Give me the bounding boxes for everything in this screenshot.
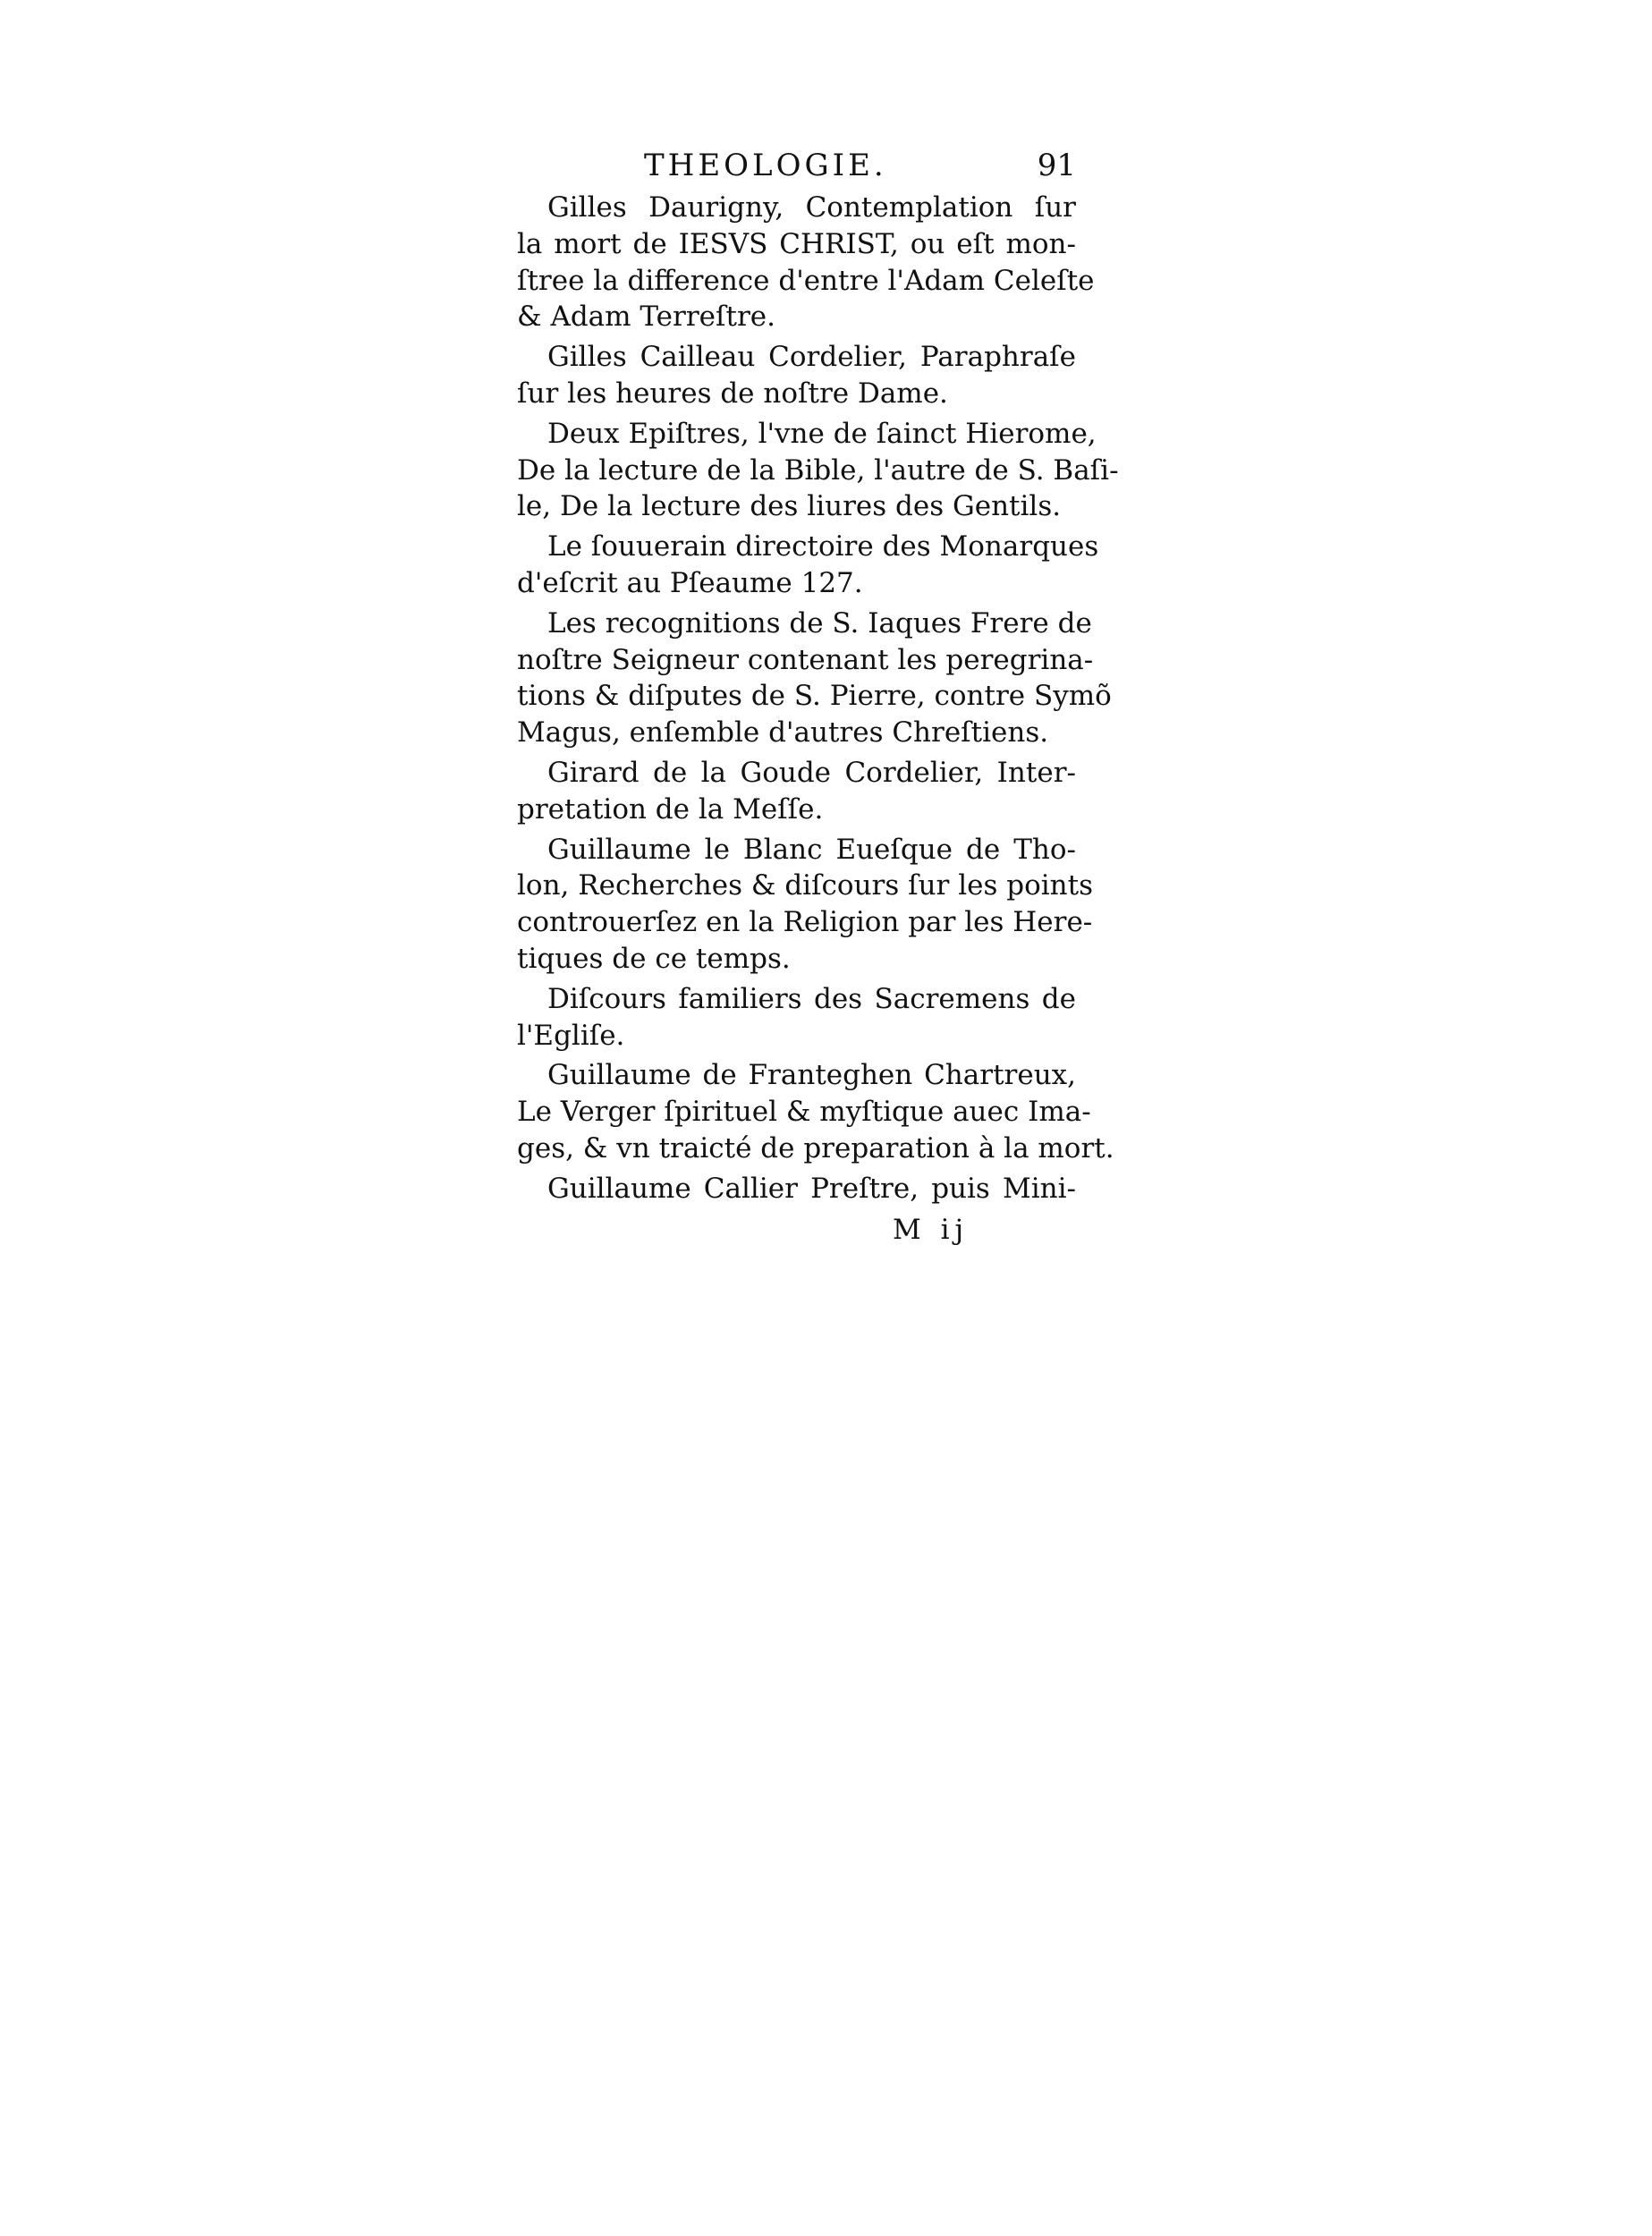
- catalog-entry: [517, 755, 1076, 828]
- entry-line: pretation de la Meſſe.: [517, 792, 824, 826]
- entry-line: Les recognitions de S. Iaques Frere de: [547, 606, 1092, 639]
- page-number: 91: [1037, 148, 1076, 183]
- entry-line: Deux Epiſtres, l'vne de ſainct Hierome,: [547, 417, 1097, 450]
- entry-line: lon, Recherches & diſcours ſur les points: [517, 869, 1094, 902]
- entry-line: Guillaume le Blanc Eueſque de Tho-: [547, 833, 1076, 866]
- entry-line: tions & diſputes de S. Pierre, contre Symõ: [517, 680, 1112, 713]
- signature-mark: [517, 1211, 1076, 1250]
- entry-line: Diſcours familiers des Sacremens de: [547, 982, 1076, 1015]
- catalog-entry: [517, 832, 1094, 978]
- entry-line: d'eſcrit au Pſeaume 127.: [517, 566, 863, 599]
- entry-line: Le ſouuerain directoire des Monarques: [547, 530, 1099, 563]
- catalog-entry: [517, 190, 1095, 335]
- running-title: THEOLOGIE.: [644, 148, 887, 183]
- catalog-entry: [517, 981, 1076, 1054]
- entry-line: controuerſez en la Religion par les Here-: [517, 906, 1093, 939]
- catalog-entry: [517, 529, 1099, 602]
- entry-line: ſtree la difference d'entre l'Adam Celeſte: [517, 264, 1095, 297]
- entry-line: De la lecture de la Bible, l'autre de S. Baſi-: [517, 453, 1119, 487]
- entry-line: ges, & vn traicté de preparation à la mort.: [517, 1131, 1114, 1165]
- signature-mark-text: M ij: [893, 1213, 970, 1246]
- entry-line: Girard de la Goude Cordelier, Inter-: [547, 756, 1076, 789]
- entry-line: ſur les heures de noſtre Dame.: [517, 377, 948, 410]
- running-head: [517, 143, 1076, 188]
- entry-line: Le Verger ſpirituel & myſtique auec Ima-: [517, 1096, 1091, 1129]
- entry-line: l'Egliſe.: [517, 1019, 625, 1052]
- catalog-entry: [517, 416, 1119, 525]
- catalog-entry: [517, 1171, 1076, 1207]
- entry-line: la mort de IESVS CHRIST, ou eſt mon-: [517, 227, 1076, 260]
- entry-line: noſtre Seigneur contenant les peregrina-: [517, 643, 1094, 676]
- catalog-entry: [517, 1057, 1114, 1166]
- entry-line: & Adam Terreſtre.: [517, 301, 775, 334]
- entry-line: le, De la lecture des liures des Gentils.: [517, 490, 1062, 523]
- entry-line: Gilles Cailleau Cordelier, Paraphraſe: [547, 341, 1076, 374]
- page-text-block: [517, 143, 1119, 1250]
- catalog-entry: [517, 339, 1076, 412]
- entry-line: Guillaume de Franteghen Chartreux,: [547, 1059, 1076, 1092]
- entry-line: tiques de ce temps.: [517, 942, 791, 975]
- entry-line: Magus, enſemble d'autres Chreſtiens.: [517, 716, 1049, 750]
- catalog-entry: [517, 606, 1112, 751]
- entry-line: Guillaume Callier Preſtre, puis Mini-: [547, 1172, 1076, 1205]
- entry-line: Gilles Daurigny, Contemplation ſur: [547, 191, 1076, 224]
